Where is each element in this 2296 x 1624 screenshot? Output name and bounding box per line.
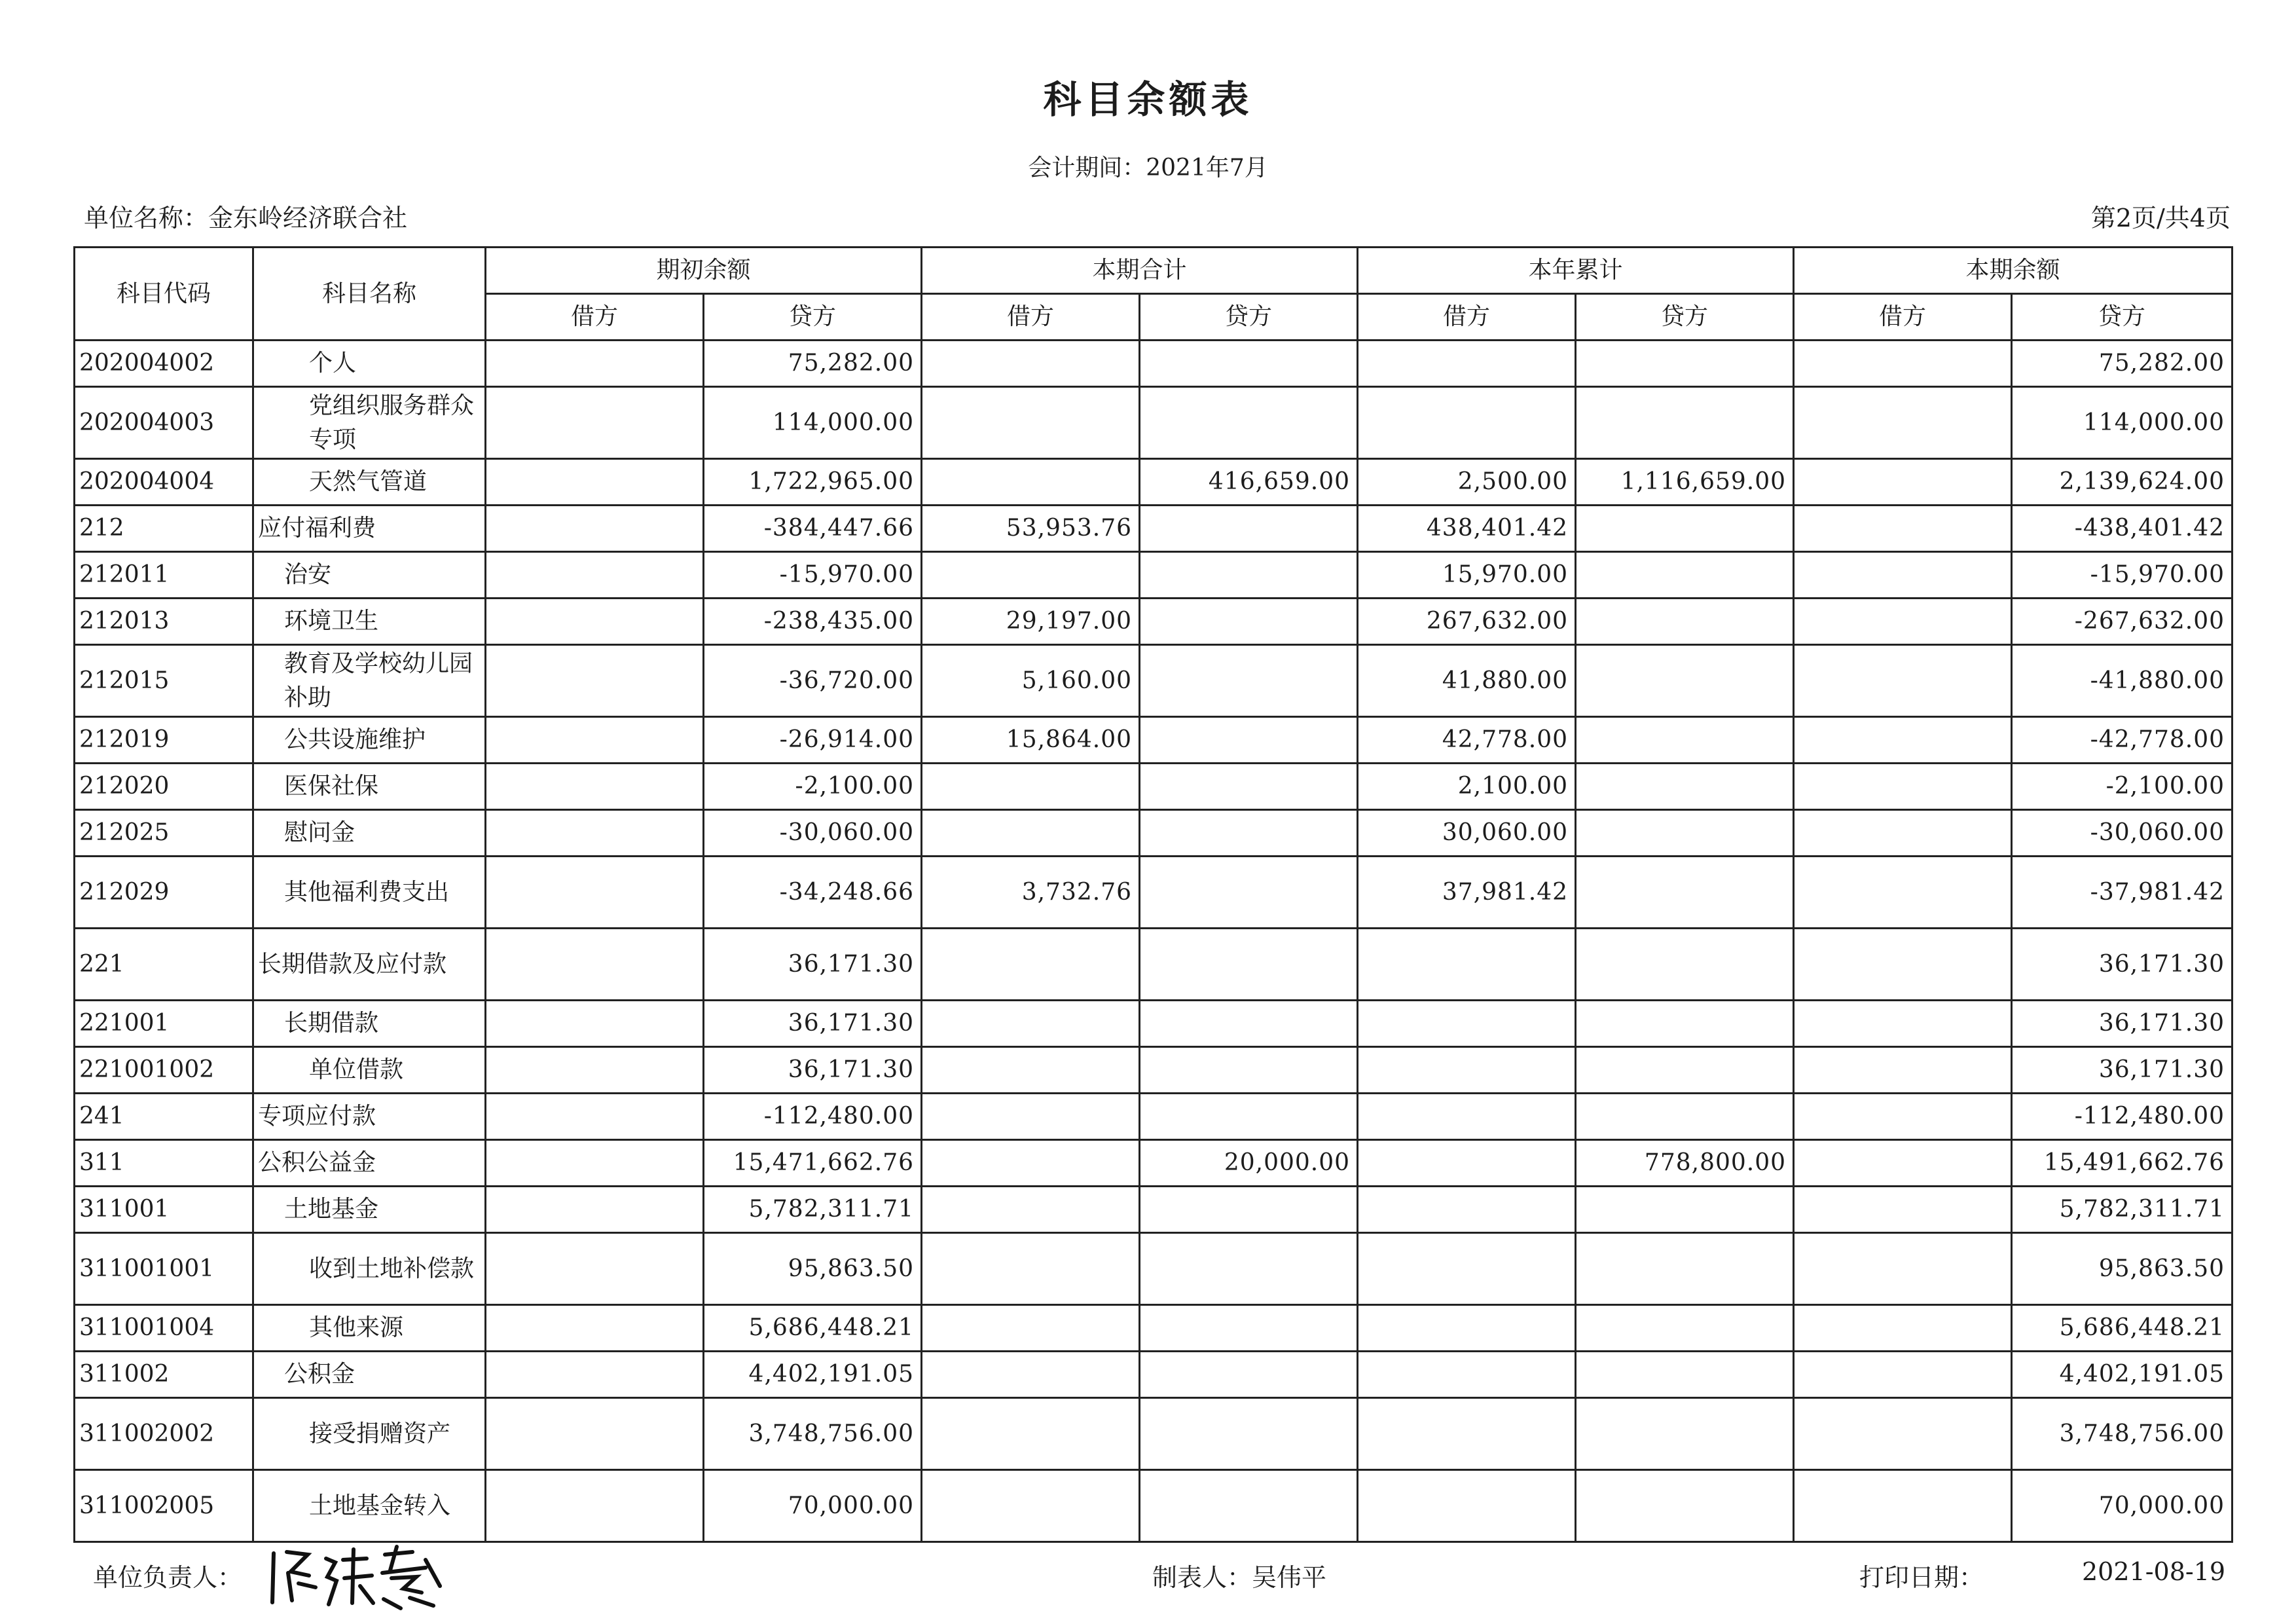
opening-credit: 15,471,662.76 [704,1140,922,1187]
closing-debit [1794,1398,2012,1470]
closing-debit [1794,599,2012,645]
period-debit: 15,864.00 [922,717,1140,764]
period-debit: 5,160.00 [922,645,1140,717]
closing-credit: 5,782,311.71 [2012,1187,2232,1233]
table-row [75,341,2232,387]
year-debit: 15,970.00 [1358,552,1576,599]
account-code: 202004004 [75,459,253,506]
account-name: 教育及学校幼儿园补助 [253,645,486,717]
account-code: 221001002 [75,1047,253,1094]
year-credit [1576,1233,1794,1305]
opening-debit [486,1187,704,1233]
period-debit: 29,197.00 [922,599,1140,645]
year-credit [1576,1470,1794,1542]
opening-credit: -26,914.00 [704,717,922,764]
year-credit [1576,717,1794,764]
account-name: 土地基金转入 [253,1470,486,1542]
table-row [75,1094,2232,1140]
year-credit [1576,387,1794,459]
opening-debit [486,1047,704,1094]
report-title: 科目余额表 [1043,77,1253,122]
account-name: 专项应付款 [253,1094,486,1140]
account-code: 212019 [75,717,253,764]
closing-credit: -42,778.00 [2012,717,2232,764]
year-credit [1576,1352,1794,1398]
period-debit [922,929,1140,1001]
closing-credit: 5,686,448.21 [2012,1305,2232,1352]
table-row [75,506,2232,552]
year-debit [1358,1233,1576,1305]
account-code: 212020 [75,764,253,810]
opening-credit: -36,720.00 [704,645,922,717]
header-debit: 借方 [1794,294,2012,341]
account-code: 212029 [75,857,253,929]
year-debit [1358,1187,1576,1233]
year-credit [1576,1094,1794,1140]
closing-debit [1794,1470,2012,1542]
opening-debit [486,1094,704,1140]
year-debit: 30,060.00 [1358,810,1576,857]
table-row [75,459,2232,506]
closing-credit: 2,139,624.00 [2012,459,2232,506]
account-code: 202004003 [75,387,253,459]
year-debit: 267,632.00 [1358,599,1576,645]
period-credit [1140,764,1358,810]
table-row [75,1470,2232,1542]
balance-table [73,246,2233,1543]
period-debit [922,1001,1140,1047]
account-name: 公共设施维护 [253,717,486,764]
table-row [75,717,2232,764]
print-date: 2021-08-19 [2082,1557,2226,1586]
table-row [75,857,2232,929]
period-credit [1140,1094,1358,1140]
account-code: 212 [75,506,253,552]
closing-debit [1794,1352,2012,1398]
opening-credit: 75,282.00 [704,341,922,387]
period-credit [1140,552,1358,599]
opening-credit: -15,970.00 [704,552,922,599]
opening-debit [486,1001,704,1047]
year-debit [1358,341,1576,387]
opening-credit: 114,000.00 [704,387,922,459]
table-row [75,1140,2232,1187]
period-credit [1140,1398,1358,1470]
table-row [75,552,2232,599]
closing-credit: 70,000.00 [2012,1470,2232,1542]
table-row [75,387,2232,459]
period-credit [1140,1187,1358,1233]
period-credit [1140,645,1358,717]
account-code: 212013 [75,599,253,645]
page-indicator: 第2页/共4页 [2090,204,2231,232]
account-name: 治安 [253,552,486,599]
closing-debit [1794,1187,2012,1233]
closing-debit [1794,387,2012,459]
period-credit: 416,659.00 [1140,459,1358,506]
opening-debit [486,645,704,717]
year-debit: 37,981.42 [1358,857,1576,929]
opening-debit [486,552,704,599]
closing-credit: 114,000.00 [2012,387,2232,459]
year-debit [1358,1398,1576,1470]
account-code: 202004002 [75,341,253,387]
closing-debit [1794,929,2012,1001]
print-date-label: 打印日期： [1859,1563,1984,1592]
closing-credit: 36,171.30 [2012,1001,2232,1047]
period-debit [922,1352,1140,1398]
year-debit [1358,387,1576,459]
year-credit [1576,552,1794,599]
opening-credit: 95,863.50 [704,1233,922,1305]
year-debit [1358,1047,1576,1094]
table-row [75,1187,2232,1233]
opening-credit: 3,748,756.00 [704,1398,922,1470]
period-debit [922,764,1140,810]
period-credit [1140,1305,1358,1352]
year-credit [1576,341,1794,387]
closing-credit: 36,171.30 [2012,929,2232,1001]
closing-credit: -2,100.00 [2012,764,2232,810]
account-name: 个人 [253,341,486,387]
closing-credit: 3,748,756.00 [2012,1398,2232,1470]
year-credit [1576,1047,1794,1094]
year-debit [1358,1094,1576,1140]
opening-credit: -2,100.00 [704,764,922,810]
account-name: 其他来源 [253,1305,486,1352]
signature-image [262,1540,445,1612]
accounting-period: 会计期间：2021年7月 [1028,155,1268,181]
table-row [75,1233,2232,1305]
closing-debit [1794,1094,2012,1140]
opening-credit: 1,722,965.00 [704,459,922,506]
period-debit [922,1094,1140,1140]
header-period-total: 本期合计 [922,248,1358,294]
closing-credit: -41,880.00 [2012,645,2232,717]
opening-credit: -30,060.00 [704,810,922,857]
period-credit [1140,1001,1358,1047]
opening-debit [486,459,704,506]
account-name: 医保社保 [253,764,486,810]
account-name: 长期借款 [253,1001,486,1047]
closing-debit [1794,1233,2012,1305]
period-credit [1140,929,1358,1001]
closing-debit [1794,506,2012,552]
period-debit [922,1140,1140,1187]
closing-credit: -267,632.00 [2012,599,2232,645]
table-row [75,929,2232,1001]
closing-credit: -37,981.42 [2012,857,2232,929]
closing-credit: -15,970.00 [2012,552,2232,599]
table-row [75,764,2232,810]
opening-debit [486,506,704,552]
period-debit [922,1398,1140,1470]
period-debit [922,810,1140,857]
opening-debit [486,1352,704,1398]
closing-credit: 15,491,662.76 [2012,1140,2232,1187]
header-debit: 借方 [486,294,704,341]
period-credit [1140,599,1358,645]
account-code: 311002005 [75,1470,253,1542]
opening-debit [486,1470,704,1542]
closing-debit [1794,857,2012,929]
header-debit: 借方 [922,294,1140,341]
closing-debit [1794,645,2012,717]
opening-debit [486,387,704,459]
opening-credit: 36,171.30 [704,929,922,1001]
account-code: 311001004 [75,1305,253,1352]
period-credit [1140,387,1358,459]
closing-debit [1794,1140,2012,1187]
opening-credit: -238,435.00 [704,599,922,645]
closing-debit [1794,764,2012,810]
opening-debit [486,1305,704,1352]
year-credit [1576,645,1794,717]
header-year-cumulative: 本年累计 [1358,248,1794,294]
header-credit: 贷方 [2012,294,2232,341]
header-name: 科目名称 [253,248,486,341]
closing-debit [1794,341,2012,387]
period-credit [1140,1352,1358,1398]
account-code: 221 [75,929,253,1001]
opening-credit: 5,782,311.71 [704,1187,922,1233]
year-credit [1576,810,1794,857]
closing-debit [1794,552,2012,599]
account-name: 土地基金 [253,1187,486,1233]
account-name: 收到土地补偿款 [253,1233,486,1305]
year-debit: 41,880.00 [1358,645,1576,717]
opening-credit: -34,248.66 [704,857,922,929]
account-code: 311 [75,1140,253,1187]
period-debit [922,1047,1140,1094]
period-debit [922,1187,1140,1233]
closing-credit: 4,402,191.05 [2012,1352,2232,1398]
account-name: 长期借款及应付款 [253,929,486,1001]
opening-debit [486,341,704,387]
closing-debit [1794,810,2012,857]
account-name: 公积金 [253,1352,486,1398]
year-debit: 2,100.00 [1358,764,1576,810]
year-credit [1576,929,1794,1001]
period-credit [1140,1047,1358,1094]
account-name: 其他福利费支出 [253,857,486,929]
account-code: 311001001 [75,1233,253,1305]
year-debit: 438,401.42 [1358,506,1576,552]
closing-debit [1794,459,2012,506]
period-credit [1140,717,1358,764]
year-credit [1576,764,1794,810]
opening-debit [486,810,704,857]
year-debit [1358,1352,1576,1398]
period-credit [1140,1233,1358,1305]
maker: 制表人：吴伟平 [1152,1563,1327,1592]
account-name: 天然气管道 [253,459,486,506]
table-row [75,810,2232,857]
period-debit: 3,732.76 [922,857,1140,929]
account-code: 311001 [75,1187,253,1233]
period-credit [1140,1470,1358,1542]
year-credit [1576,857,1794,929]
header-credit: 贷方 [1576,294,1794,341]
account-code: 212011 [75,552,253,599]
account-code: 311002002 [75,1398,253,1470]
opening-debit [486,857,704,929]
account-name: 接受捐赠资产 [253,1398,486,1470]
period-debit [922,552,1140,599]
opening-debit [486,1398,704,1470]
table-row [75,645,2232,717]
opening-debit [486,929,704,1001]
opening-debit [486,599,704,645]
account-code: 241 [75,1094,253,1140]
period-debit [922,387,1140,459]
opening-credit: -112,480.00 [704,1094,922,1140]
closing-credit: 95,863.50 [2012,1233,2232,1305]
year-credit: 1,116,659.00 [1576,459,1794,506]
period-debit [922,1233,1140,1305]
year-credit [1576,1305,1794,1352]
closing-credit: -30,060.00 [2012,810,2232,857]
account-code: 311002 [75,1352,253,1398]
year-debit [1358,929,1576,1001]
table-row [75,599,2232,645]
closing-credit: -438,401.42 [2012,506,2232,552]
closing-credit: 36,171.30 [2012,1047,2232,1094]
header-opening-balance: 期初余额 [486,248,922,294]
responsible-label: 单位负责人： [93,1563,243,1592]
table-row [75,1352,2232,1398]
period-debit [922,1470,1140,1542]
closing-debit [1794,1047,2012,1094]
header-debit: 借方 [1358,294,1576,341]
period-debit [922,341,1140,387]
year-debit [1358,1305,1576,1352]
opening-debit [486,717,704,764]
account-name: 应付福利费 [253,506,486,552]
year-credit [1576,599,1794,645]
period-debit [922,1305,1140,1352]
table-body [75,341,2232,1542]
account-code: 212025 [75,810,253,857]
header-closing-balance: 本期余额 [1794,248,2232,294]
period-credit [1140,810,1358,857]
closing-debit [1794,1305,2012,1352]
opening-credit: 70,000.00 [704,1470,922,1542]
period-debit: 53,953.76 [922,506,1140,552]
table-row [75,1305,2232,1352]
year-debit: 42,778.00 [1358,717,1576,764]
account-name: 党组织服务群众专项 [253,387,486,459]
period-credit: 20,000.00 [1140,1140,1358,1187]
year-debit [1358,1140,1576,1187]
opening-credit: 36,171.30 [704,1001,922,1047]
year-debit [1358,1470,1576,1542]
account-name: 慰问金 [253,810,486,857]
year-credit: 778,800.00 [1576,1140,1794,1187]
account-code: 221001 [75,1001,253,1047]
header-credit: 贷方 [1140,294,1358,341]
year-credit [1576,1187,1794,1233]
account-code: 212015 [75,645,253,717]
opening-debit [486,764,704,810]
account-name: 环境卫生 [253,599,486,645]
opening-credit: 36,171.30 [704,1047,922,1094]
closing-debit [1794,717,2012,764]
closing-credit: 75,282.00 [2012,341,2232,387]
opening-debit [486,1233,704,1305]
year-credit [1576,506,1794,552]
year-credit [1576,1001,1794,1047]
closing-debit [1794,1001,2012,1047]
period-debit [922,459,1140,506]
period-credit [1140,506,1358,552]
year-debit [1358,1001,1576,1047]
header-credit: 贷方 [704,294,922,341]
period-credit [1140,857,1358,929]
account-name: 公积公益金 [253,1140,486,1187]
table-row [75,1047,2232,1094]
account-name: 单位借款 [253,1047,486,1094]
year-credit [1576,1398,1794,1470]
opening-debit [486,1140,704,1187]
closing-credit: -112,480.00 [2012,1094,2232,1140]
table-row [75,1398,2232,1470]
period-credit [1140,341,1358,387]
table-row [75,1001,2232,1047]
year-debit: 2,500.00 [1358,459,1576,506]
opening-credit: 5,686,448.21 [704,1305,922,1352]
header-code: 科目代码 [75,248,253,341]
unit-name: 单位名称：金东岭经济联合社 [84,204,408,232]
opening-credit: 4,402,191.05 [704,1352,922,1398]
opening-credit: -384,447.66 [704,506,922,552]
